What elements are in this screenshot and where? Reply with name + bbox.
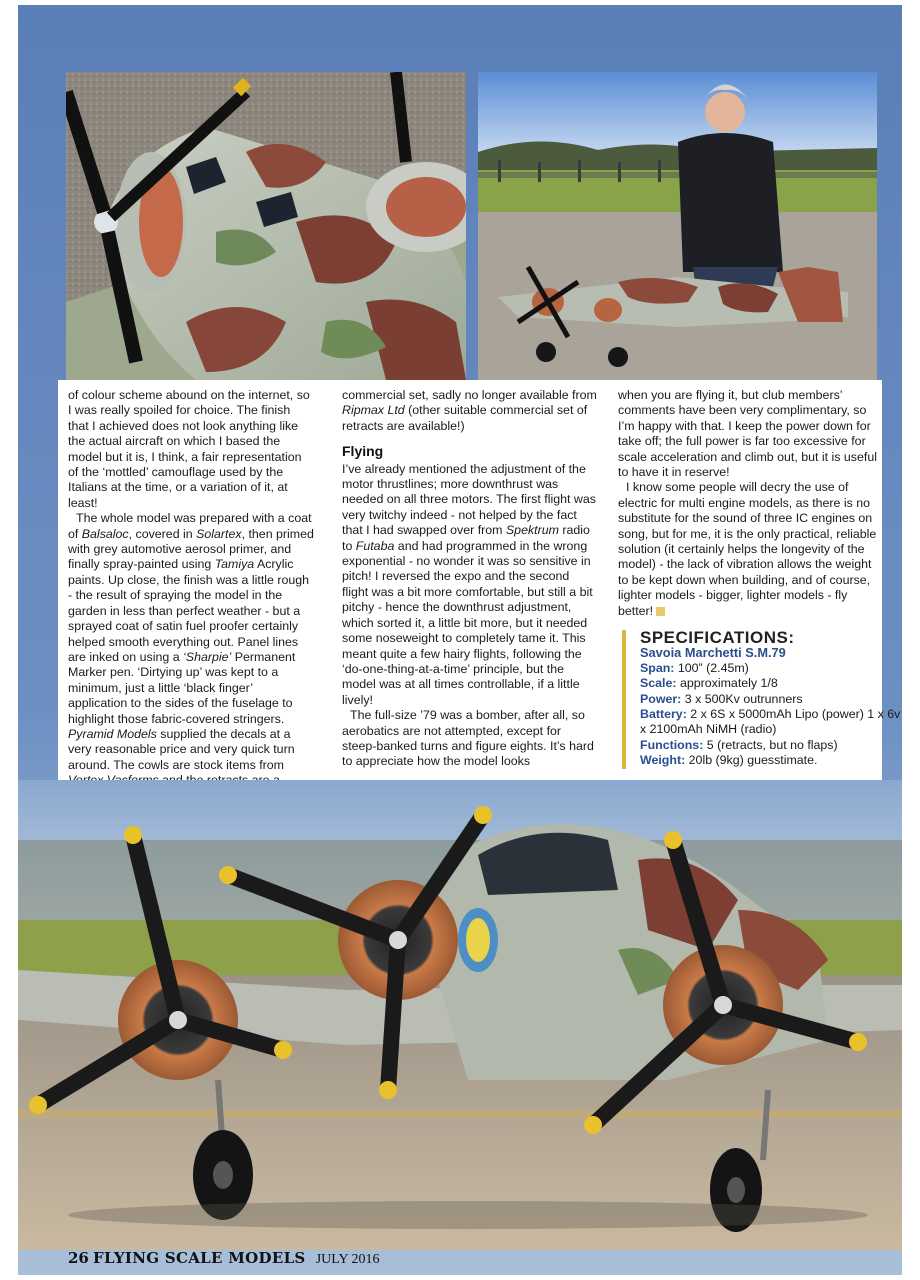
- spec-value: 5 (retracts, but no flaps): [706, 737, 838, 752]
- text-run: when you are flying it, but club members’ comments have been very complimentary, so I’m happy with that. I keep the power down for take off; the full power is far too excessive for scale acceleration and climb out, but it is useful to have it in reserve!: [618, 388, 877, 480]
- text-column-2: [342, 388, 598, 770]
- page-footer: [68, 1249, 380, 1268]
- spec-value: 20lb (9kg) guesstimate.: [688, 753, 818, 768]
- magazine-name: FLYING SCALE MODELS: [93, 1249, 306, 1267]
- text-run: I’ve already mentioned the adjustment of the motor thrustlines; more downthrust was needed on all three motors. The first flight was very twitchy indeed - not helped by the fact that I had swapped over from: [342, 461, 596, 538]
- text-run: supplied the decals at a very reasonable price and very quick turn around. The cowls are stock items from: [68, 726, 295, 772]
- spec-functions: [640, 738, 902, 753]
- paragraph-finish: [68, 511, 314, 788]
- text-run: of colour scheme abound on the internet, so I was really spoiled for choice. The finish that I achieved does not look anything like the actual aircraft on which I based the model but it is, I think, a fair representation of the ‘mottled’ camouflage used by the Italians at the time, or a variation of it, at least!: [68, 388, 310, 510]
- text-run: Permanent Marker pen. ‘Dirtying up’ was kept to a minimum, just a little ‘black finger’ application to the sides of the fuselage to highlight those fabric-covered stringers.: [68, 649, 296, 726]
- page-number: 26: [68, 1249, 89, 1267]
- product-balsaloc: Balsaloc: [81, 526, 129, 541]
- text-column-3: [618, 388, 880, 619]
- specifications-title: SPECIFICATIONS:: [640, 628, 795, 647]
- text-run: (other suitable commercial set of retracts are available!): [342, 403, 588, 433]
- photo-fuselage-closeup: [66, 72, 466, 380]
- spec-label: Power:: [640, 691, 682, 706]
- text-run: commercial set, sadly no longer available from: [342, 388, 597, 402]
- spec-value: 100” (2.45m): [677, 660, 749, 675]
- spec-label: Weight:: [640, 753, 686, 768]
- spec-span: [640, 661, 902, 676]
- text-run: The whole model was prepared with a coat of: [68, 511, 312, 541]
- spec-scale: [640, 676, 902, 691]
- spec-weight: [640, 753, 902, 768]
- paragraph-colour-scheme: [68, 388, 314, 511]
- end-of-article-mark: [656, 607, 665, 616]
- text-run: , then primed with grey automotive aerosol primer, and finally spray-painted using: [68, 526, 314, 572]
- spec-label: Functions:: [640, 737, 704, 752]
- spec-value: 3 x 500Kv outrunners: [684, 691, 803, 706]
- paragraph-retracts: [342, 388, 598, 434]
- product-pyramid-models: Pyramid Models: [68, 726, 157, 741]
- text-run: radio to: [342, 523, 590, 553]
- paragraph-flying-impressions: [618, 388, 880, 480]
- specifications-model-name: Savoia Marchetti S.M.79: [640, 645, 786, 661]
- text-run: , covered in: [128, 526, 197, 541]
- spec-battery: [640, 707, 902, 738]
- photo-model-front-view: [18, 780, 902, 1250]
- text-run: The full-size ’79 was a bomber, after all, so aerobatics are not attempted, except for steep-banked turns and figure eights. It’s hard to appreciate how the model looks: [342, 708, 594, 769]
- spec-value: 2 x 6S x 5000mAh Lipo (power) 1 x 6v x 2100mAh NiMH (radio): [640, 707, 901, 737]
- product-solartex: Solartex: [196, 526, 242, 541]
- section-heading-flying: Flying: [342, 443, 384, 460]
- brand-spektrum: Spektrum: [505, 523, 559, 538]
- text-run: and had programmed in the wrong exponential - no wonder it was so sensitive in pitch! I reversed the expo and the second flight was a bit more comfortable, but still a bit pitchy - hence the downthrust adjustment, which sorted it, a little bit more, but it needed some noseweight to completely tame it. This meant quite a few hairy flights, following the ‘do-one-thing-at-a-time’ principle, but the model was at all times controllable, if a little lively!: [342, 538, 593, 707]
- brand-futaba: Futaba: [355, 538, 395, 553]
- paragraph-bomber: [342, 708, 598, 770]
- spec-value: approximately 1/8: [679, 676, 778, 691]
- photo-pilot-with-model: [478, 72, 877, 380]
- specifications-box: [622, 630, 902, 769]
- spec-label: Battery:: [640, 707, 687, 722]
- paragraph-flying: [342, 462, 598, 709]
- issue-date: JULY 2016: [315, 1252, 380, 1267]
- text-run: Acrylic paints. Up close, the finish was a little rough - the result of spraying the model in the garden in less than perfect weather - but a sprayed coat of satin fuel proofer certainly helped smooth everything out. Panel lines are inked on using a: [68, 557, 310, 664]
- spec-label: Scale:: [640, 676, 677, 691]
- spec-power: [640, 692, 902, 707]
- company-ripmax: Ripmax Ltd: [342, 403, 405, 418]
- product-sharpie: ‘Sharpie’: [183, 649, 232, 664]
- paragraph-electric: [618, 480, 880, 619]
- spec-label: Span:: [640, 660, 675, 675]
- product-tamiya: Tamiya: [214, 557, 255, 572]
- text-column-1: [68, 388, 314, 789]
- text-run: I know some people will decry the use of electric for multi engine models, as there is no substitute for the sound of three IC engines on song, but for me, it is the only practical, reliable solution (it certainly helps the longevity of the model) - the lack of vibration allows the weight to be kept down when building, and of course, lighter models - bigger, lighter models - fly better!: [618, 480, 877, 618]
